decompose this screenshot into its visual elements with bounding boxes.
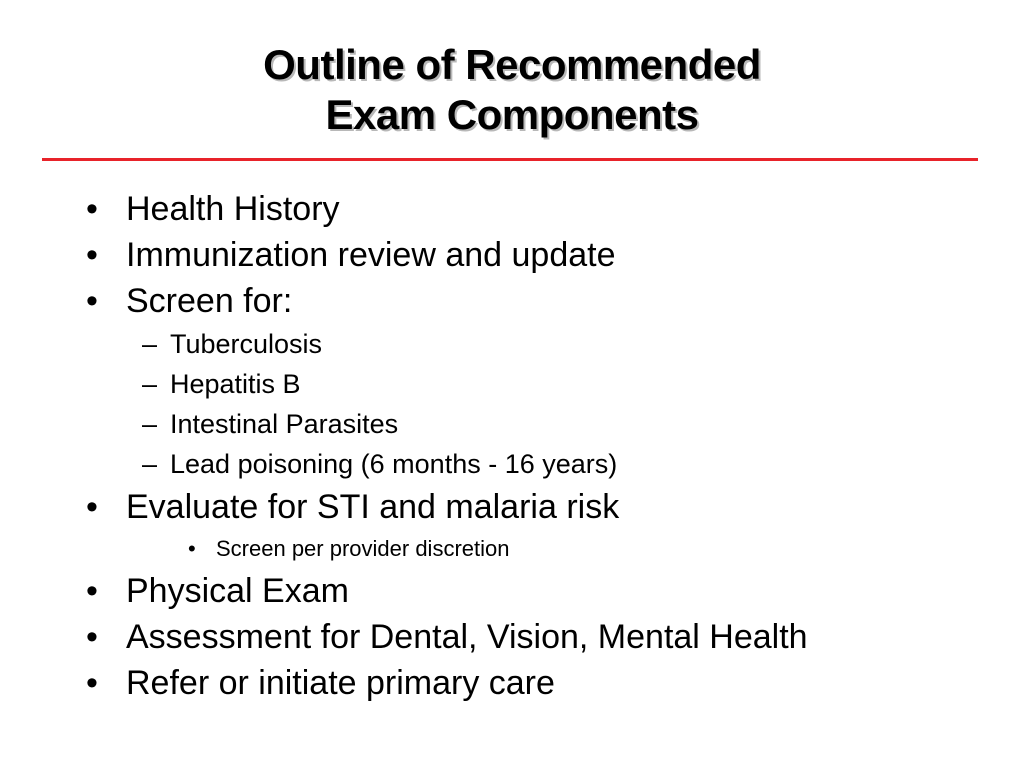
dash-icon: – bbox=[142, 449, 158, 479]
slide-title bbox=[0, 40, 1024, 140]
list-item bbox=[86, 324, 986, 364]
list-item bbox=[86, 186, 986, 232]
bullet-icon: • bbox=[86, 488, 98, 526]
item-text: Screen for: bbox=[126, 282, 293, 320]
item-text: Screen per provider discretion bbox=[216, 536, 510, 561]
list-item bbox=[86, 278, 986, 324]
dash-icon: – bbox=[142, 369, 158, 399]
item-text: Hepatitis B bbox=[170, 369, 301, 399]
list-item bbox=[86, 568, 986, 614]
item-text: Physical Exam bbox=[126, 572, 349, 610]
dash-icon: – bbox=[142, 329, 158, 359]
item-text: Tuberculosis bbox=[170, 329, 323, 359]
bullet-icon: • bbox=[86, 236, 98, 274]
list-item bbox=[86, 660, 986, 706]
list-item bbox=[86, 364, 986, 404]
item-text: Evaluate for STI and malaria risk bbox=[126, 488, 620, 526]
bullet-icon: • bbox=[86, 282, 98, 320]
list-item bbox=[86, 444, 986, 484]
item-text: Immunization review and update bbox=[126, 236, 616, 274]
item-text: Intestinal Parasites bbox=[170, 409, 399, 439]
dash-icon: – bbox=[142, 409, 158, 439]
list-item bbox=[86, 530, 986, 568]
bullet-icon: • bbox=[86, 572, 98, 610]
outline-list bbox=[86, 186, 986, 706]
title-line-2: Exam Components bbox=[325, 91, 699, 138]
bullet-icon: • bbox=[86, 190, 98, 228]
list-item bbox=[86, 232, 986, 278]
title-divider bbox=[42, 158, 978, 161]
bullet-icon: • bbox=[188, 536, 196, 561]
item-text: Refer or initiate primary care bbox=[126, 664, 555, 702]
list-item bbox=[86, 614, 986, 660]
item-text: Health History bbox=[126, 190, 340, 228]
item-text: Lead poisoning (6 months - 16 years) bbox=[170, 449, 618, 479]
bullet-icon: • bbox=[86, 618, 98, 656]
item-text: Assessment for Dental, Vision, Mental Health bbox=[126, 618, 808, 656]
list-item bbox=[86, 404, 986, 444]
list-item bbox=[86, 484, 986, 530]
bullet-icon: • bbox=[86, 664, 98, 702]
title-line-1: Outline of Recommended bbox=[263, 41, 761, 88]
